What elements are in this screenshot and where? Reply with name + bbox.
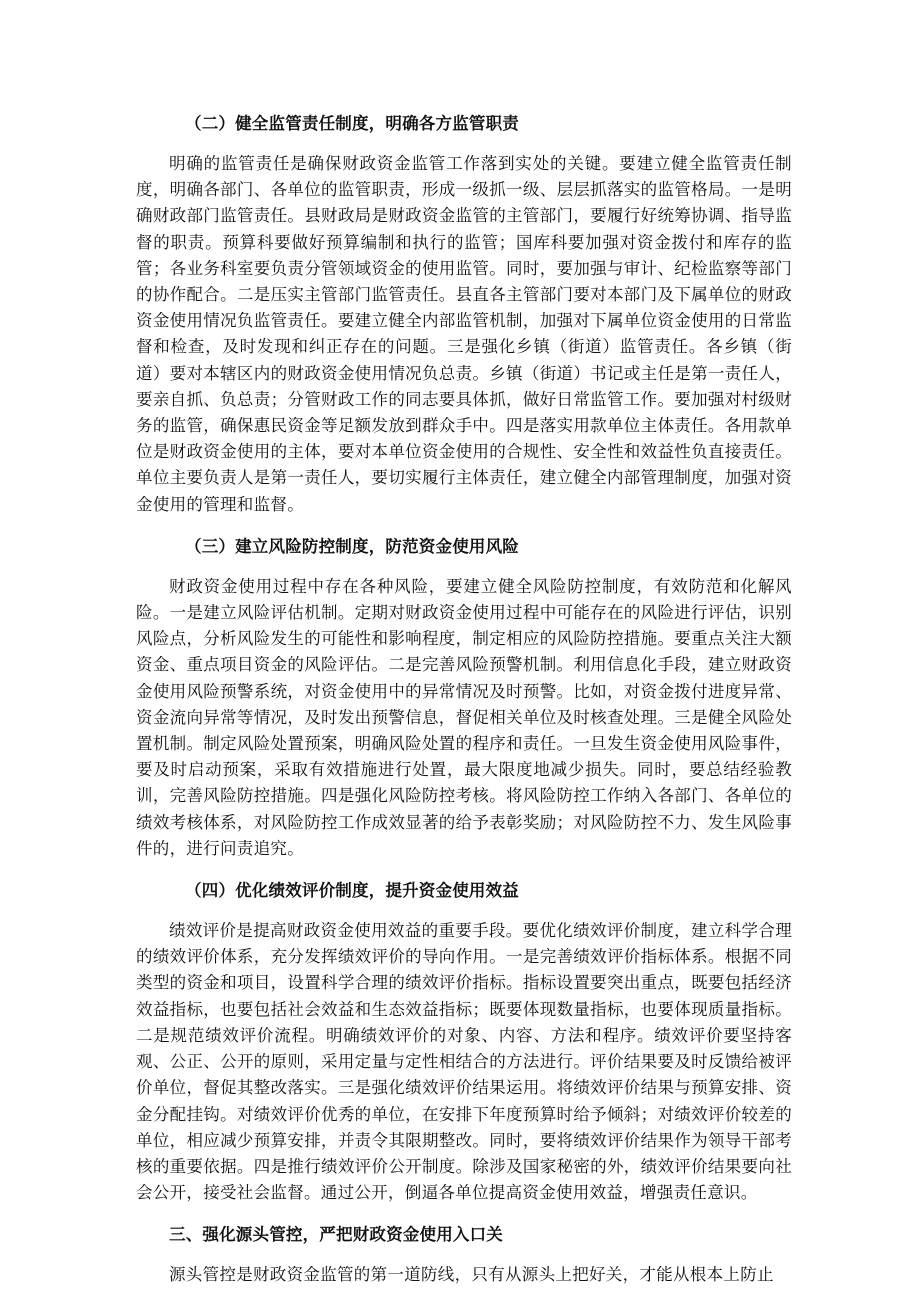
section-paragraph-2: 明确的监管责任是确保财政资金监管工作落到实处的关键。要建立健全监管责任制度，明确各部门、各单位的监管职责，形成一级抓一级、层层抓落实的监管格局。一是明确财政部门监管责任。县财政局是财政资金监管的主管部门，要履行好统筹协调、指导监督的职责。预算科要做好预算编制和执行的监管；国库科要加强对资金拨付和库存的监管；各业务科室要负责分管领域资金的使用监管。同时，要加强与审计、纪检监察等部门的协作配合。二是压实主管部门监管责任。县直各主管部门要对本部门及下属单位的财政资金使用情况负监管责任。要建立健全内部监管机制，加强对下属单位资金使用的日常监督和检查，及时发现和纠正存在的问题。三是强化乡镇（街道）监管责任。各乡镇（街道）要对本辖区内的财政资金使用情况负总责。乡镇（街道）书记或主任是第一责任人，要亲自抓、负总责；分管财政工作的同志要具体抓，做好日常监管工作。要加强对村级财务的监管，确保惠民资金等足额发放到群众手中。四是落实用款单位主体责任。各用款单位是财政资金使用的主体，要对本单位资金使用的合规性、安全性和效益性负直接责任。单位主要负责人是第一责任人，要切实履行主体责任，建立健全内部管理制度，加强对资金使用的管理和监督。: [136, 154, 792, 514]
section-paragraph-4: 绩效评价是提高财政资金使用效益的重要手段。要优化绩效评价制度，建立科学合理的绩效评价体系，充分发挥绩效评价的导向作用。一是完善绩效评价指标体系。根据不同类型的资金和项目，设置科学合理的绩效评价指标。指标设置要突出重点，既要包括经济效益指标，也要包括社会效益和生态效益指标；既要体现数量指标，也要体现质量指标。二是规范绩效评价流程。明确绩效评价的对象、内容、方法和程序。绩效评价要坚持客观、公正、公开的原则，采用定量与定性相结合的方法进行。评价结果要及时反馈给被评价单位，督促其整改落实。三是强化绩效评价结果运用。将绩效评价结果与预算安排、资金分配挂钩。对绩效评价优秀的单位，在安排下年度预算时给予倾斜；对绩效评价较差的单位，相应减少预算安排，并责令其限期整改。同时，要将绩效评价结果作为领导干部考核的重要依据。四是推行绩效评价公开制度。除涉及国家秘密的外，绩效评价结果要向社会公开，接受社会监督。通过公开，倒逼各单位提高资金使用效益，增强责任意识。: [136, 921, 792, 1203]
chapter-heading-3: 三、强化源头管控，严把财政资金使用入口关: [169, 1225, 503, 1245]
section-heading-2: （二）健全监管责任制度，明确各方监管职责: [185, 114, 519, 133]
section-paragraph-3: 财政资金使用过程中存在各种风险，要建立健全风险防控制度，有效防范和化解风险。一是建立风险评估机制。定期对财政资金使用过程中可能存在的风险进行评估，识别风险点，分析风险发生的可能性和影响程度，制定相应的风险防控措施。要重点关注大额资金、重点项目资金的风险评估。二是完善风险预警机制。利用信息化手段，建立财政资金使用风险预警系统，对资金使用中的异常情况及时预警。比如，对资金拨付进度异常、资金流向异常等情况，及时发出预警信息，督促相关单位及时核查处理。三是健全风险处置机制。制定风险处置预案，明确风险处置的程序和责任。一旦发生资金使用风险事件，要及时启动预案，采取有效措施进行处置，最大限度地减少损失。同时，要总结经验教训，完善风险防控措施。四是强化风险防控考核。将风险防控工作纳入各部门、各单位的绩效考核体系，对风险防控工作成效显著的给予表彰奖励；对风险防控不力、发生风险事件的，进行问责追究。: [136, 576, 792, 858]
section-heading-3: （三）建立风险防控制度，防范资金使用风险: [185, 536, 519, 556]
section-heading-4: （四）优化绩效评价制度，提升资金使用效益: [185, 881, 519, 901]
chapter-paragraph-3: 源头管控是财政资金监管的第一道防线，只有从源头上把好关，才能从根本上防止: [169, 1265, 774, 1285]
